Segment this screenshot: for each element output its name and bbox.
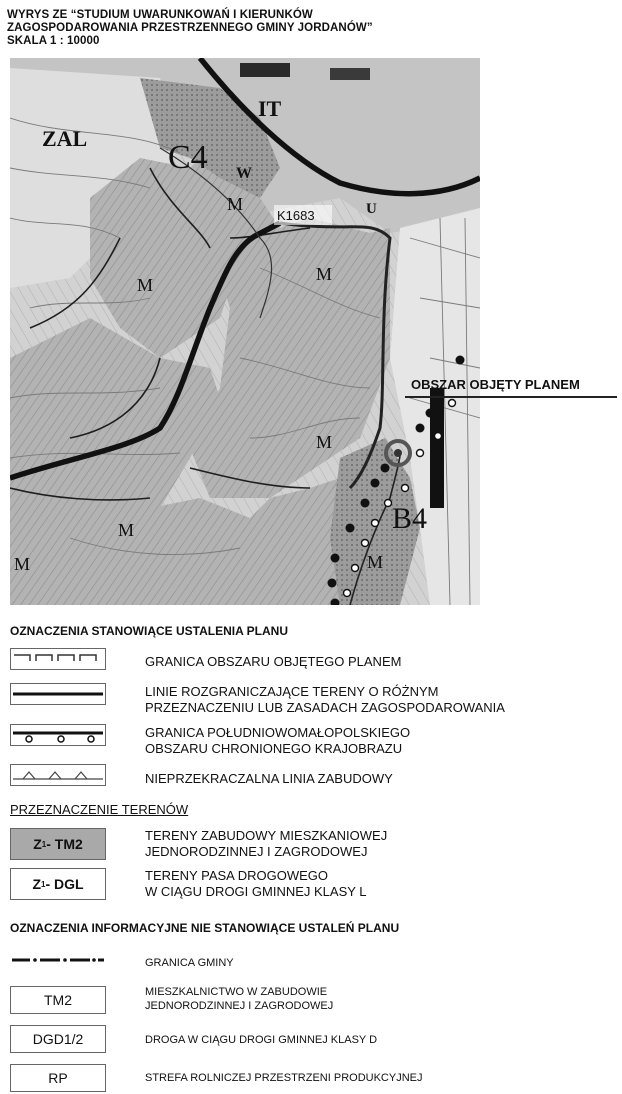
legend-symbol-commune-boundary	[10, 948, 106, 972]
legend-code-tm2: TM2	[10, 986, 106, 1014]
map-label-m-3: M	[316, 264, 333, 284]
plan-area-leader-line	[405, 396, 617, 398]
map-label-it: IT	[258, 96, 282, 121]
legend-desc-plan-boundary: GRANICA OBSZARU OBJĘTEGO PLANEM	[145, 654, 402, 669]
legend-symbol-plan-boundary	[10, 648, 106, 670]
legend-purpose-title: PRZEZNACZENIE TERENÓW	[10, 802, 189, 817]
map-label-m-6: M	[367, 552, 384, 572]
map-label-m-1: M	[227, 194, 244, 214]
legend-desc-dgd12: DROGA W CIĄGU DROGI GMINNEJ KLASY D	[145, 1034, 378, 1046]
map-label-k1683: K1683	[277, 208, 315, 223]
legend-code-z1-dgl: Z 1 - DGL	[10, 868, 106, 900]
map-label-m-7: M	[14, 554, 31, 574]
map-label-zal: ZAL	[42, 126, 88, 151]
map-label-m-2: M	[137, 275, 154, 295]
legend-plan-title: OZNACZENIA STANOWIĄCE USTALENIA PLANU	[10, 624, 288, 638]
map-label-w: W	[236, 165, 252, 182]
legend-symbol-protected-area-boundary	[10, 724, 106, 746]
map-label-m-4: M	[316, 432, 333, 452]
legend-symbol-dividing-line	[10, 683, 106, 705]
map-label-c4: C4	[168, 139, 208, 176]
legend-code-rp: RP	[10, 1064, 106, 1092]
map-scale: SKALA 1 : 10000	[7, 35, 100, 47]
legend-desc-building-line: NIEPRZEKRACZALNA LINIA ZABUDOWY	[145, 771, 393, 786]
legend-code-dgd12: DGD1/2	[10, 1025, 106, 1053]
map-title-line-1: WYRYS ZE “STUDIUM UWARUNKOWAŃ I KIERUNKÓW	[7, 9, 313, 21]
legend-desc-rp: STREFA ROLNICZEJ PRZESTRZENI PRODUKCYJNEJ	[145, 1072, 423, 1084]
plan-area-label: OBSZAR OBJĘTY PLANEM	[411, 377, 580, 392]
map-building-block	[330, 68, 370, 80]
map-label-m-5: M	[118, 520, 135, 540]
map-building-block	[240, 63, 290, 77]
legend-symbol-building-line	[10, 764, 106, 786]
map-extract	[10, 58, 480, 605]
legend-desc-dividing-line: LINIE ROZGRANICZAJĄCE TERENY O RÓŻNYM PRZEZNACZENIU LUB ZASADACH ZAGOSPODAROWANIA	[145, 684, 505, 715]
map-title-line-2: ZAGOSPODAROWANIA PRZESTRZENNEGO GMINY JORDANÓW”	[7, 22, 373, 34]
legend-desc-z1-tm2: TERENY ZABUDOWY MIESZKANIOWEJ JEDNORODZINNEJ I ZAGRODOWEJ	[145, 828, 388, 859]
legend-desc-tm2: MIESZKALNICTWO W ZABUDOWIE JEDNORODZINNEJ I ZAGRODOWEJ	[145, 986, 334, 1012]
legend-desc-protected-area-boundary: GRANICA POŁUDNIOWOMAŁOPOLSKIEGO OBSZARU CHRONIONEGO KRAJOBRAZU	[145, 725, 411, 756]
map-building-strip	[430, 388, 444, 508]
map-label-u: U	[366, 201, 377, 217]
legend-desc-commune-boundary: GRANICA GMINY	[145, 957, 234, 969]
legend-info-title: OZNACZENIA INFORMACYJNE NIE STANOWIĄCE USTALEŃ PLANU	[10, 921, 400, 935]
legend-desc-z1-dgl: TERENY PASA DROGOWEGO W CIĄGU DROGI GMINNEJ KLASY L	[145, 868, 367, 899]
legend-code-z1-tm2: Z 1 - TM2	[10, 828, 106, 860]
map-label-b4: B4	[392, 502, 428, 535]
